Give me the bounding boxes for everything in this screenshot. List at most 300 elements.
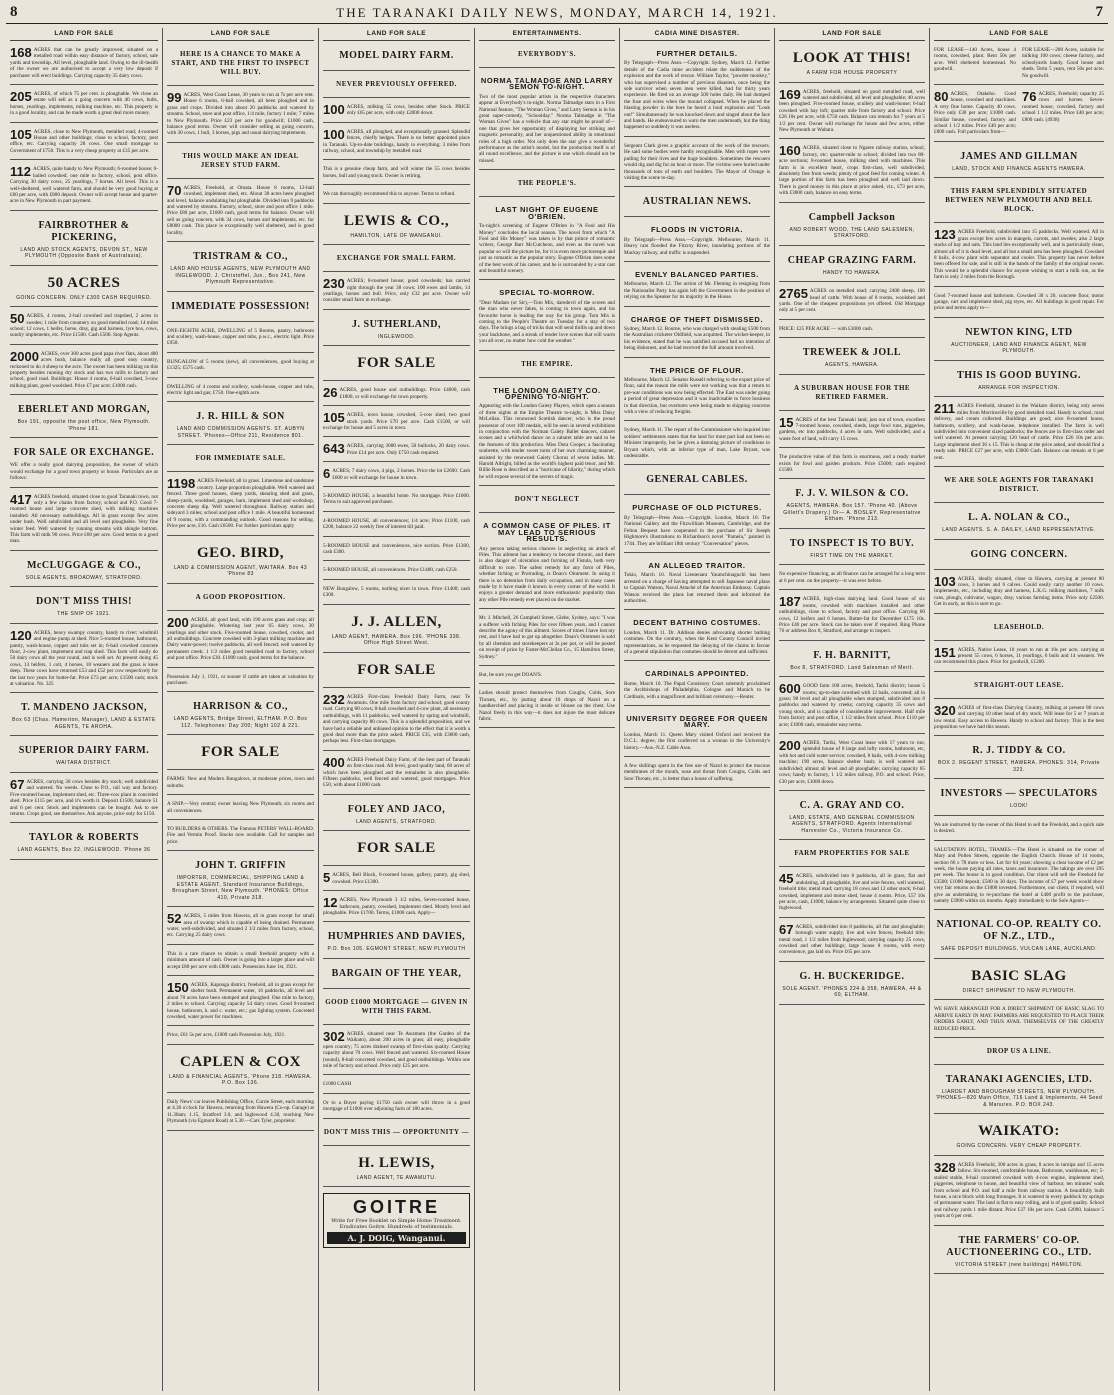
goitre-subtext: Write for Free Booklet on Simple Home Treatment. Eradicates Goitre. Hundreds of testimonials. — [331, 1218, 462, 1231]
ad-subheading: Box 8, STRATFORD. Land Salesman of Merit. — [790, 664, 914, 671]
ad-block — [779, 87, 925, 140]
ad-block — [779, 569, 925, 590]
story-headline: FLOODS IN VICTORIA. — [650, 225, 744, 235]
column-heading: LAND FOR SALE — [934, 28, 1104, 41]
ad-subheading: LIARDET AND BROUGHAM STREETS, NEW PLYMOUTH. 'PHONES—820 Main Office, 716 Land & Implements, 44 Seed & Manures. P.O. BOX 243. — [935, 1088, 1103, 1108]
column-heading: ENTERTAINMENTS. — [479, 28, 615, 41]
story-headline: SPECIAL TO-MORROW. — [499, 288, 595, 298]
ad-block — [624, 221, 770, 262]
ad-subheading: LAND & FINANCIAL AGENTS, 'Phone 318. HAWERA. P.O. Box 136. — [169, 1073, 312, 1087]
ad-block — [167, 949, 314, 976]
ad-block — [934, 89, 1104, 142]
ad-subheading: SOLE AGENT. 'PHONES 224 & 358, HAWERA, 44 & 60, ELTHAM. — [782, 985, 922, 999]
ad-text: ACRES, Kaponga district, freehold, all in grass except for shelter bush. Permanent water, 16 paddocks, all level and about 70 acres have been stumped and ploughed. One mile to factory, 2 miles to school. Carrying capacity 54 dairy cows. Good 8-roomed house, bathroom, h. and c. water, etc.; gas lighting system. Concreted cowshed, water power for machines. — [167, 982, 314, 1021]
ad-text: 5-ROOMED HOUSE and conveniences, nice section. Price £1300, cash £300. — [323, 542, 470, 555]
ad-block — [479, 45, 615, 68]
ad-block — [323, 895, 470, 922]
ad-subheading: INGLEWOOD. — [377, 333, 416, 340]
ad-block — [479, 355, 615, 378]
ad-text: ACRES, high-class dairying land. Good house of six rooms, cowshed with machines installed and other outbuildings, close to school, factory and post office. Carrying 60 cows, 12 heifers and 6 horses. Butter-fat for December £175 10s. Price £40 per acre. Stock can be taken over if required. Ring Phone 76 or address Box 8, Stratford, and arrange to inspect. — [779, 596, 925, 635]
ad-text: Rome, March 10. The Papal Consistory Court solemnly proclaimed the Archbishops of Philadelphia, Cologne and Munich to be Cardinals, with a magnificent and brilliant ceremony.—Reuter. — [624, 680, 770, 700]
ad-block — [10, 740, 158, 773]
ad-subheading: SAFE DEPOSIT BUILDINGS, VULCAN LANE, AUCKLAND. — [940, 946, 1098, 953]
ad-text: ACRES, milking 55 cows, besides other Stock. PRICE only £65 per acre, with only £2000 down. — [346, 104, 470, 117]
ad-block — [934, 401, 1104, 467]
ad-text: ACRES Freehold, situated in the Waikato district, being only seven miles from Morrinsville by good metalled road. Handy to school, rural delivery, and cream collected. Buildings are good; nice 8-roomed house, bathroom, scullery, and wash-house, telephone installed. The farm is well subdivided into convenient sized paddocks; the fences are in first-class order and well watered. At present carrying 120 head of cattle. Price £26 10s per acre. Large implement shed 36 x 15. This is cheap at the price asked, and should find a ready sale. PRICE £27 per acre, with £3000 Cash. Balance can remain at 6 per cent. — [934, 403, 1104, 461]
ad-subheading: GOING CONCERN. ONLY £300 CASH REQUIRED. — [16, 294, 152, 301]
ad-heading: TO INSPECT IS TO BUY. — [789, 537, 915, 549]
column-heading: LAND FOR SALE — [779, 28, 925, 41]
acreage-number: 160 — [779, 143, 801, 159]
ad-block — [10, 164, 158, 210]
ad-text: Or to a Buyer paying £1750 cash owner will throw in a good mortgage of £1000 over adjoining farm of 180 acres. — [323, 1099, 470, 1113]
acreage-number: 105 — [323, 410, 345, 426]
ad-block — [934, 1004, 1104, 1038]
ad-half — [1022, 91, 1104, 136]
ad-text: ACRES, 4 rooms, 2-bail cowshed and trapshed, 2 acres in swedes; 1 mile from creamery on good metalled road; 14 miles school; 12 cows, 1 heifer, horse, dray, gig and harness, lyre box, cows, sundry implements, etc. Price £1500. Cash £500. Stop Agents. — [10, 313, 158, 339]
acreage-number: 67 — [779, 921, 794, 937]
ad-block — [167, 1049, 314, 1093]
ad-text: GOOD farm 100 acres, freehold, Tariki district; house 5 rooms; up-to-date cowshed with 12 bails, concreted; all in grass; 98 level and all ploughable when stumped, subdivided into 8 paddocks and watered by creeks; carrying capacity 35 cows and young stock, and is capable of considerable improvement. Half mile from factory and post office, 1 1/2 miles from school. Price £110 per acre; £1000 cash, remainder easy terms. — [779, 683, 925, 728]
ad-subheading: IMPORTER, COMMERCIAL, SHIPPING LAND & ESTATE AGENT, Standard Insurance Buildings, Brougham Street, New Plymouth. 'PHONES: Office 410, Private 318. — [172, 875, 309, 901]
ad-heading: FOR SALE OR EXCHANGE. — [13, 447, 155, 459]
ad-block — [624, 191, 770, 217]
ad-block — [10, 45, 158, 85]
story-headline: NORMA TALMADGE AND LARRY SEMON TO-NIGHT. — [480, 76, 614, 92]
ad-block — [624, 266, 770, 307]
ad-block — [779, 844, 925, 867]
ad-block — [779, 342, 925, 375]
ad-subheading: VICTORIA STREET (new buildings) HAMILTON. — [955, 1261, 1083, 1268]
ad-text: ACRES, Freehold; capacity 25 cows and horses. Seven-roomed house, cowshed, factory and school 1 1/2 miles. Price £40 per acre; £800 cash. (4938) — [1022, 91, 1104, 123]
acreage-number: 105 — [10, 126, 32, 142]
columns-container — [6, 28, 1108, 1391]
ad-half — [934, 47, 1016, 79]
ad-text: ACRES freehold, situated close to good Taranaki town, not only a few chains from factory, school and P.O. Good 7-roomed house and large concrete shed, with milking machines installed. All necessary outbuildings. All in grass except few acres under bush. Well subdivided and all level and ploughable. Very fine winter feed. Well watered by running streams with shingle bottom. This farm will milk 90 cows. Price £60 per acre. Good terms to a good man. — [10, 493, 158, 545]
ad-subheading: LAND AND HOUSE AGENTS, NEW PLYMOUTH AND INGLEWOOD. J. Christoffel, Jun., Box 241, New Plymouth Representative. — [170, 266, 311, 286]
ad-text: WE offer a really good dairying proposition, the owner of which would exchange for a good town property or house. Particulars are as follows: — [10, 462, 158, 482]
ad-heading-small: THIS WOULD MAKE AN IDEAL JERSEY STUD FARM. — [182, 151, 299, 169]
ad-block — [779, 324, 925, 338]
ad-heading: DON'T MISS THIS! — [36, 596, 132, 608]
column-3 — [319, 28, 475, 1391]
ad-heading-small: A GOOD PROPOSITION. — [195, 592, 286, 601]
column-heading: LAND FOR SALE — [167, 28, 314, 41]
ad-heading: GEO. BIRD, — [196, 544, 285, 561]
acreage-number: 2000 — [10, 348, 39, 364]
ad-heading: H. LEWIS, — [358, 1154, 435, 1171]
ad-block — [624, 141, 770, 187]
ad-block — [323, 189, 470, 203]
ad-block — [934, 703, 1104, 737]
ad-block — [323, 249, 470, 272]
ad-text: ACRES that can be greatly improved; situated on a metalled road within easy distance of factory, school, sale yards and township. All level, ploughable land. Owing to the ill-health of the owner we are authorised to accept a very low deposit if purchaser will erect buildings. Carrying capacity 35 dairy cows. — [10, 47, 158, 79]
ad-block — [779, 483, 925, 529]
ad-heading: EBERLET AND MORGAN, — [18, 404, 150, 416]
ad-block — [479, 382, 615, 487]
ad-block — [323, 164, 470, 185]
ad-block — [10, 628, 158, 694]
ad-subheading: LAND AGENTS. S. A. DAILEY, LAND REPRESENTATIVE. — [942, 527, 1096, 533]
ad-block — [479, 174, 615, 197]
ad-text: ACRES, all good land, with 190 acres grass and crop; all ploughable. Wintering last year 65 dairy cows, 30 yearlings and other stock. Five-roomed house, cowshed, cooler, and all outbuildings. Concrete cowshed with 3-plant milking machine and Dairy water-power; twelve paddocks, all well fenced; well watered by permanent creek; 1 1/2 miles good metalled road to factory, school and post office. Price £30. £1000 cash; good terms for the balance. — [167, 616, 314, 662]
ad-block — [624, 425, 770, 465]
masthead — [6, 4, 1108, 24]
ad-text: ACRES, Otakeho. Good house, cowshed and machines. A very fine home. Capacity 40 cows. Price only £30 per acre; £1000 cash. Similar house, cowshed, factory and school 1 1/2 miles. Price £40 per acre; £800 cash. Full particulars from— — [934, 91, 1016, 136]
ad-heading: TREWEEK & JOLL — [802, 347, 902, 359]
ad-heading: JAMES AND GILLMAN — [960, 150, 1078, 162]
ad-text: The productive value of this farm is enormous, and a ready market exists for fowl and garden products. Price £5000; cash required £1500. — [779, 454, 925, 474]
acreage-number: 15 — [779, 414, 794, 430]
ad-subheading: A FARM FOR HOUSE PROPERTY — [806, 70, 898, 76]
acreage-number: 6 — [323, 466, 331, 482]
ad-block — [934, 820, 1104, 841]
ad-text: This is a genuine cheap farm, and will winter the 55 cows besides horses, bull and young stock. Owner is retiring. — [323, 166, 470, 179]
ad-block — [934, 507, 1104, 540]
ad-heading: MODEL DAIRY FARM. — [339, 50, 454, 61]
acreage-number: 120 — [10, 627, 32, 643]
ad-text: ACRES Freehold, 300 acres in grass, 8 acres in turnips and 15 acres fallow. Six-roomed, comfortable house, Bathroom, washhouse, etc; 5-stalled stable, 8-bail concreted cowshed with 4-cow engine, implement shed, piggeries, telephone to house, and beautiful view of harbour, ten minutes' walk from school and P.O. and half a mile from railway station. A beautifully built house, a nice block with long frontages. It is watered in every paddock by springs of permanent water. The land is flat to easy rolling, and is of good quality. School and railway yards 1 mile distant. Price £37 10s per acre. Cash £2000, balance 5 years at 6 per cent. — [934, 1161, 1104, 1220]
ad-block — [167, 326, 314, 353]
ad-heading: THE FARMERS' CO-OP. AUCTIONEERING CO., LTD. — [946, 1234, 1092, 1258]
ad-block — [779, 143, 925, 202]
ad-heading: JOHN T. GRIFFIN — [195, 860, 286, 872]
ad-heading: CAPLEN & COX — [180, 1053, 301, 1070]
ad-heading-small: THE EMPIRE. — [521, 359, 573, 368]
ad-block — [934, 645, 1104, 672]
ad-block — [934, 1069, 1104, 1115]
acreage-number: 187 — [779, 594, 801, 610]
ad-text: ACRES of first-class Dairying Country, milking at present 80 cows and carrying 10 other head of dry stock. Will lease for 5 or 7 years at low rental. Easy access to Hawera. Handy to school and factory. This is the best proposition we have had this season. — [934, 704, 1104, 730]
page-number-right: 7 — [1095, 4, 1104, 20]
ad-text: ACRES, subdivided into 8 paddocks, all flat and ploughable; borough water supply, live and wire fences; freehold title; metal road, 1 1/2 miles from Inglewood; carrying capacity 25 cows, cowshed and other buildings; large house 8 rooms, with every convenience, gas laid on. Price £65 per acre. — [779, 923, 925, 956]
ad-block — [323, 385, 470, 406]
ad-block — [167, 799, 314, 820]
ad-block — [479, 490, 615, 513]
ad-text: ACRES Freehold, subdivided into 15 paddocks. Well watered. All in grass except few acres in mangels, carrots, and swedes; also 2 large stacks of hay and oats. This land lies exceptionally well, and is particularly clean, almost all of it is dead level, and all but a small area has been ploughed. Cowshed 8 bails, 4-cow plant with separator and cooler. This property has never before been offered for sale, and is still in the hands of the family of the original owner. This would be a splendid chance for anyone wishing to start a milk run, as the farm is only 2 miles from the Borough. — [934, 229, 1104, 281]
ad-block — [323, 516, 470, 537]
ad-block — [167, 406, 314, 445]
ad-block — [323, 963, 470, 989]
ad-text: ACRES Freehold Dairy Farm, of the best part of Taranaki on first-class road. All level, good quality land, 60 acres of which have been ploughed and the remainder is also ploughable. Fifteen paddocks, well fenced and watered, good mortgages. Price £50, with about £1000 cash. — [323, 756, 470, 789]
ad-block — [167, 246, 314, 292]
ad-block — [934, 574, 1104, 614]
ad-subheading: LAND AGENT, TE AWAMUTU. — [356, 1174, 437, 1181]
ad-text: ACRES, freehold, situated on good metalled road, well watered and subdivided, all level and ploughable; 40 acres been ploughed. Five-roomed house, scullery and wash-house; 6-bail cowshed with hay loft; quarter mile from factory and school. Price £26 10s per acre, with £750 cash. Balance can remain for 7 years at 5 1/2 per cent. Owner will exchange for house and few acres, either New Plymouth or Waitara. — [779, 88, 925, 133]
ad-text: Possession July 1, 1921, or sooner if cattle are taken at valuation by purchaser. — [167, 673, 314, 686]
ad-heading: GENERAL CABLES. — [646, 474, 748, 486]
ad-heading: FOR SALE — [201, 744, 280, 761]
ad-block — [323, 1098, 470, 1119]
ad-text: Appearing with the London Gaiety Players, which open a season of three nights at the Empire Theatre to-night, is Miss Daisy McLellan. This renowned Scottish dancer, who is the proud possessor of over 100 medals, will be seen in several exhibitions in conjunction with the Norman Gaiety Ballet dancers, cabaret scenes and a whirlwind dance on a cabaret table are said to be the features of this production. Miss Dora Cooper, a fascinating soubrette, with tender sweet turns of her own charming manner, assisted by the renowned Gaiety Chorus of seven ladies. Mr. Harold Allright, billed as the world's highest paid tenor, and Mr. Billie Rose is described as a "hurricane of hilarity," during which he will expose several of the secrets of magic. — [479, 403, 615, 480]
ad-text: ACRES on metalled road; carrying 2400 sheep, 100 head of cattle. With house of 8 rooms, woolshed and yards. One of the cheapest propositions yet offered. Old Mortgage only at 5 per cent. — [779, 288, 925, 314]
ad-text: WE HAVE ARRANGED FOR A DIRECT SHIPMENT OF BASIC SLAG TO ARRIVE EARLY IN MAY. FARMERS ARE REQUESTED TO PLACE THEIR ORDERS EARLY, AND THUS AVAIL THEMSELVES OF THE GREATLY REDUCED PRICE. — [934, 1006, 1104, 1032]
story-headline: LAST NIGHT OF EUGENE O'BRIEN. — [495, 205, 599, 221]
ad-block — [479, 613, 615, 666]
ad-block — [323, 75, 470, 98]
ad-text: No expensive financing, as all finance can be arranged for a long term at 6 per cent. on the property—it was ever before. — [779, 571, 925, 584]
ad-subheading: FIRST TIME ON THE MARKET. — [810, 552, 894, 559]
ad-block — [934, 1230, 1104, 1275]
ad-heading: AUSTRALIAN NEWS. — [642, 196, 752, 208]
acreage-number: 232 — [323, 691, 345, 707]
acreage-number: 50 — [10, 311, 25, 327]
ad-heading: CHEAP GRAZING FARM. — [787, 254, 917, 266]
ad-subheading: BOX 2. REGENT STREET, HAWERA. PHONES: 314, Private 323. — [938, 760, 1100, 773]
story-headline: PURCHASE OF OLD PICTURES. — [632, 503, 762, 513]
ad-block — [479, 688, 615, 728]
ad-heading: WAIKATO: — [978, 1123, 1060, 1140]
ad-text: Good 7-roomed house and bathroom. Cowshed 38 x 20, concrete floor, motor garage, cart and implement shed, pig styes, etc. All buildings in good repair. For price and terms apply to— — [934, 292, 1104, 312]
ad-text: ACRES, carrying 30 cows besides dry stock; well subdivided and watered. No weeds. Close to P.O., rail way and factory. Five-roomed house, implement shed, etc. Three-cow plant in concreted shed. Price £115 per acre, and it's worth it. Deposit £1500, balance 51 and 6 per cent. Stock and implements can be bought. Ask to see returns. Crops good, see themselves. Ask anyone, price only for £150. — [10, 778, 158, 817]
ad-text: ACRES, 5 miles from Hawera, all in grass except for small area of swamp which is capable of being drained. Permanent water, well-subdivided, and situated 2 1/2 miles from factory, school, etc. Carrying 25 dairy cows. — [167, 913, 314, 939]
ad-block — [10, 492, 158, 551]
ad-heading-small: NEVER PREVIOUSLY OFFERED. — [336, 80, 457, 88]
ad-text: But, be sure you get DOAN'S. — [479, 672, 543, 678]
ad-text: ACRES, of which 75 per cent. is ploughable. We close an estate will sell as a going concern with 40 cows, bulls, horses, yearlings, implements, milking machine, etc. This property is in a good locality, and can be made worth a great deal more money. — [10, 91, 158, 117]
ad-heading: TRISTRAM & CO., — [193, 251, 288, 263]
ad-heading-small: LEASEHOLD. — [993, 622, 1045, 631]
ad-text: FOR LEASE—140 Acres, house 4 rooms, cowshed, plant. Rent 50s per acre. Well sheltered homestead. No goodwill. — [934, 47, 1016, 73]
ad-heading: FOLEY AND JACO, — [347, 803, 446, 815]
ad-subheading: AGENTS, HAWERA. — [825, 362, 879, 369]
ad-block — [624, 665, 770, 706]
newspaper-title: THE TARANAKI DAILY NEWS, MONDAY, MARCH 14, 1921. — [336, 5, 778, 20]
ad-heading: SUPERIOR DAIRY FARM. — [18, 745, 150, 757]
ad-block — [10, 827, 158, 860]
ad-block — [323, 1029, 470, 1075]
ad-text: TO BUILDERS & OTHERS. The Famous PETERS' WALL-BOARD. Fire and Vermin Proof. Stocks now available. Call for samples and price. — [167, 825, 314, 845]
ad-text: ACRES, town house, cowshed, 5-cow shed, two good stock yards. Price £70 per acre. Cash £1500, or will exchange for house and 5 acres in town. — [323, 412, 470, 431]
ad-subheading: LAND AND STOCK AGENTS, DEVON ST., NEW PLYMOUTH (Opposite Bank of Australasia). — [20, 246, 148, 260]
ad-half — [934, 91, 1016, 136]
acreage-number: 600 — [779, 681, 801, 697]
ad-text: ACRES, over 300 acres good papa river flats, about 400 acres bush, balance really all good easy country, reckoned to do 4 sheep to the acre. The owner has been milking on this property besides running dry stock and has two mills to factory and school, good road. Buildings: House 4 rooms, 6-bail cowshed, 3-cow milking plant, good woolshed. Price £7 per acre; £1000 cash. — [10, 350, 158, 389]
ad-heading: L. A. NOLAN & CO., — [968, 512, 1070, 523]
ad-block — [934, 45, 1104, 85]
ad-block — [779, 922, 925, 962]
acreage-number: 168 — [10, 45, 32, 60]
ad-block — [934, 544, 1104, 570]
ad-text: Ladies should protect themselves from Coughs, Colds, Sore Throats, etc., by putting about 10 drops of Nazol on a handkerchief and placing it inside or blouse on the chest. Use Nazol freely in this way—it does not injure the most delicate fabric. — [479, 690, 615, 723]
ad-text: ACRES, situated near Te Awamutu (the Garden of the Waikato), about 200 acres in grass; all easy, ploughable open country; 75 acres drained swamp of first-class quality. Carrying capacity about 70 cows. Well fenced and watered. Six-roomed House (sound), 8-bail concreted cowshed, and good outbuildings. Within one mile of factory and school. Price only £25 per acre. — [323, 1030, 470, 1069]
ad-heading: Campbell Jackson — [808, 211, 896, 223]
ad-heading-small: FOR IMMEDIATE SALE. — [195, 454, 286, 463]
ad-text: 4-ROOMED HOUSE, all conveniences; 1/4 acre; Price £1100, cash £200, balance 22 weekly free of interest till paid. — [323, 517, 470, 531]
ad-block — [167, 739, 314, 770]
ad-subheading: HANDY TO HAWERA. — [822, 269, 882, 276]
acreage-number: 169 — [779, 86, 801, 102]
ad-block — [624, 311, 770, 358]
acreage-number: 230 — [323, 276, 345, 292]
ad-text: This is a rare chance to obtain a small freehold property with a minimum amount of cash. Owner is going into a larger place and will accept £80 per acre with £800 cash. Possession June 1st, 1921. — [167, 950, 314, 970]
ad-subheading: AND ROBERT WOOD, THE LAND SALESMEN, STRATFORD. — [789, 226, 915, 240]
ad-heading: THIS IS GOOD BUYING. — [957, 369, 1081, 381]
ad-heading: INVESTORS — SPECULATORS — [940, 788, 1098, 800]
ad-text: ACRES, Bell Block, 6-roomed house, gallery, pantry, gig shed, cowshed. Price £1300. — [332, 872, 470, 885]
ad-block — [167, 824, 314, 851]
ad-block — [323, 102, 470, 123]
ad-subheading: LAND AND COMMISSION AGENTS. ST. AUBYN STREET. 'Phones—Office 211, Residence 801. — [176, 426, 305, 439]
ad-block — [624, 362, 770, 422]
acreage-number: 67 — [10, 776, 25, 792]
ad-heading: IMMEDIATE POSSESSION! — [171, 300, 310, 312]
column-heading: CADIA MINE DISASTER. — [624, 28, 770, 41]
ad-text: Melbourne, March 12. Senator Russell referring to the export price of flour, said the reason the mills were not working was that a return to pre-war conditions was now being effected. The East was under going a period of great depression and it was inadvisable to force business in that direction, but overtures were being made to shipping concerns with a view of reducing freights. — [624, 377, 770, 416]
ad-block — [624, 45, 770, 137]
column-heading: LAND FOR SALE — [323, 28, 470, 41]
ad-block — [323, 276, 470, 310]
ad-heading: F. H. BARNITT, — [813, 649, 891, 661]
ad-block — [323, 1079, 470, 1093]
ad-block — [934, 845, 1104, 911]
ad-block — [167, 476, 314, 535]
ad-block — [934, 322, 1104, 361]
ad-block — [167, 855, 314, 907]
ad-half — [1022, 47, 1104, 79]
ad-block — [934, 676, 1104, 699]
ad-heading-small: DROP US A LINE. — [986, 1046, 1052, 1055]
ad-block — [934, 740, 1104, 779]
ad-text: DWELLING of 4 rooms and scullery, wash-house, copper and tubs, electric light and gas; £750. One-eighth acre. — [167, 383, 314, 397]
ad-heading: TAYLOR & ROBERTS — [29, 832, 139, 844]
acreage-number: 2765 — [779, 286, 808, 302]
ad-text: 5-ROOMED HOUSE, all conveniences. Price £1400, cash £250. — [323, 567, 458, 574]
ad-block — [323, 350, 470, 381]
ad-text: We are instructed by the owner of this Hotel to sell the Freehold, and a quick sale is desired. — [934, 821, 1104, 835]
ad-heading: FOR SALE — [357, 661, 436, 678]
ad-heading: FAIRBROTHER & PICKERING, — [38, 219, 130, 243]
ad-block — [779, 207, 925, 246]
ad-heading: J. J. ALLEN, — [351, 613, 442, 630]
ad-text: ACRES First-class Freehold Dairy Farm, near Te Awamutu. One mile from factory and school; good county road. Carrying 80 cows; 8-bail cowshed and 4-cow plant, all necessary outbuildings, with 11 paddocks, well watered by spring and windmill, and carrying capacity 80 cows. This is a splendid proposition, and we have had a reliable and unbiased opinion to the effect that it is worth a good deal more than the price asked. PRICE £35, with £3000 cash, perhaps less. First-class mortgages. — [323, 693, 470, 745]
ad-block — [934, 1118, 1104, 1156]
ad-block — [10, 777, 158, 823]
ad-subheading: WAITARA DISTRICT. — [56, 760, 112, 767]
acreage-number: 151 — [934, 644, 956, 660]
ad-text: By Telegraph—Press Assn.—Copyright. Melbourne, March 11. Heavy rain flooded the Fitzroy River, inundating portions of the Mackay railway, and traffic is suspended. — [624, 236, 770, 256]
ad-block — [779, 250, 925, 283]
ad-text: £1000 CASH — [323, 1081, 352, 1088]
acreage-number: 150 — [167, 980, 189, 996]
ad-block — [779, 645, 925, 678]
ad-text: By Telegraph—Press Assn.—Copyright. London, March 10. The National Gallery and the Fitzwilliam Museum, Cambridge, and the Felton Bequest have cooperated in the purchase of Sir Joseph Highmore's illustrations to Richardson's novel "Pamela," painted in 1744. They are brilliant 18th century "Conversation" pieces. — [624, 514, 770, 547]
ad-block — [323, 609, 470, 653]
ad-text: ACRES Freehold; all in grass. Limestone and sandstone country. Large proportion ploughable. Well watered and fenced. Three good houses, sheep yards, shearing shed and grass, sheep-yards, woolshed, garages, barn, implement shed and workshop, concrete sheep dip. Well watered throughout. Railway station and sideyard 3 miles; school and post office 1 mile. A beautiful homestead of 9 rooms, with a commanding outlook. Good reasons for selling. Price per acre, £16. Cash £6500. For further particulars apply — [167, 478, 314, 530]
ad-heading-small: A SUBURBAN HOUSE FOR THE RETIRED FARMER. — [793, 383, 911, 401]
ad-block — [167, 296, 314, 322]
ad-block — [779, 452, 925, 479]
ad-block — [934, 227, 1104, 286]
acreage-number: 200 — [167, 614, 189, 630]
ad-block — [323, 466, 470, 487]
ad-subheading: GOING CONCERN. VERY CHEAP PROPERTY. — [956, 1143, 1082, 1150]
ad-block — [624, 469, 770, 495]
acreage-number: 103 — [934, 573, 956, 589]
story-headline: THE PRICE OF FLOUR. — [650, 365, 744, 375]
ad-block — [323, 127, 470, 161]
ad-block — [779, 966, 925, 1005]
ad-text: ACRES, all ploughed, and exceptionally grassed. Splendid fences, chiefly hedges. There is no better appointed place in Taranaki. Up-to-date buildings, handy to everything; 3 miles from railway, school, and township by metalled road. — [323, 128, 470, 155]
ad-block — [479, 670, 615, 684]
acreage-number: 99 — [167, 90, 182, 105]
ad-text: London, March 11. Queen Mary visited Oxford and received the D.C.L. degree, the first conferred on a woman in the University's history.—Aus.-N.Z. Cable Assn. — [624, 731, 770, 751]
ad-text: ACRES, Freehold, at Omata. House 8 rooms, 12-bail cowshed, implement shed, etc. About 30 acres been ploughed and level, balance undulating but ploughable. Divided into 9 paddocks and watered by streams. Factory, school, store and post office 1 mile. Price £80 per acre, £1000 cash, good terms for balance. Owner will sell as going concern, with 34 cows, horses and implements, etc. for £8000 cash. This place is exceptionally well sheltered, and is good locality. — [167, 184, 314, 236]
ad-text: 5-ROOMED HOUSE, a beautiful home. No mortgage. Price £1000. Terms to suit approved purchaser. — [323, 492, 470, 506]
ad-block — [167, 1030, 314, 1044]
ad-block — [934, 471, 1104, 503]
ad-text: Sydney, March 12. Bourne, who was charged with stealing £500 from the Australian cricketer Oldfield, was acquitted. The wicket-keeper, in his evidence, stated that he was satisfied accused had no intention of being dishonest, and he had received the full amount involved. — [624, 325, 770, 352]
acreage-number: 100 — [323, 102, 345, 117]
ad-text: Any person taking serious chances in neglecting an attack of Piles. This ailment has a tendency to become chronic, and there is also danger of ulceration and forming of Fistula, both very difficult to cure. The safest remedy for any form of Piles, whether Itching or Protruding, is Doan's Ointment. In using it there is no detention from daily occupation, and in many cases made by it have made it known in every corner of the world. It enjoys a greater demand and more enthusiastic popularity than any other Pile remedy ever placed on the market. — [479, 545, 615, 603]
column-1 — [6, 28, 163, 1391]
acreage-number: 302 — [323, 1028, 345, 1044]
ad-text: ACRES, Native Lease, 18 years to run at 10s per acre, carrying at present 55 cows, 6 horses, 11 yearlings, 6 bulls and 14 weaners. We can recommend this place. Price for goodwill, £1200. — [934, 646, 1104, 666]
ad-block — [167, 696, 314, 735]
ad-text: ACRES of the best Taranaki land, just out of town, excellent 7-roomed house, cowshed, sheds, large fowl runs, piggeries, gardens, etc into paddocks, 4 acres in oats. Well subdivided, and a waste foot of land, will carry 15 cows. — [779, 416, 925, 442]
story-headline: UNIVERSITY DEGREE FOR QUEEN MARY. — [626, 714, 768, 730]
ad-text: ACRES; 7 dairy cows, 4 pigs, 2 horses. Price the lot £2600. Cash £600 or will exchange for house in town. — [332, 468, 470, 481]
ad-block — [167, 774, 314, 795]
story-headline: CARDINALS APPOINTED. — [645, 669, 749, 679]
ad-block — [779, 533, 925, 566]
ad-heading: BASIC SLAG — [971, 967, 1067, 984]
ad-text: FARMS: New and Modern Bungalows, at moderate prices, town and suburbs. — [167, 776, 314, 789]
ad-block — [323, 208, 470, 246]
acreage-number: 211 — [934, 401, 955, 417]
ad-text: Two of the most popular artists in the respective characters appear at Everybody's to-night. Norma Talmadge stars in a First National feature, "The Woman Gives," and Larry Semon is in his great super-comedy, "Schoolday." Norma Talmadge in "The Woman Gives" has a vehicle that any star might be proud of—one that gives her opportunity of displaying her striking and magnetic personality, and her unquestioned ability in emotional roles of a high order. Not only does the star give a wonderful performance as the artist's model, but the production itself is of all round excellence, and the picture is one which should not be missed. — [479, 93, 615, 164]
ad-text: SALUTATION HOTEL, THAMES.—The Hotel is situated on the corner of Mary and Pollen Streets, opposite the English Church. House of 14 rooms, section 66 x 78 more or less. Lot for 64 years; showing a clear income of £2 per week, the house paying all rates, taxes and insurance. The takings are over £95 per week. The house is in good condition. Our client will sell the Freehold for £3500; £1000 deposit, £500 in 30 days. The income of £7 per week would show very fair returns on the £1000 invested. Furthermore, our client, if required, will give an undertaking to re-purchase the hotel at £400 profit to the purchaser, namely £3900 within six months. Apply immediately to the Sole Agents— — [934, 846, 1104, 904]
ad-heading: HARRISON & CO., — [193, 701, 288, 713]
ad-text: PRICE: £25 PER ACRE — with £3000 cash. — [779, 325, 873, 332]
ad-block — [10, 555, 158, 588]
ad-block — [934, 291, 1104, 318]
page-number-left: 8 — [10, 4, 19, 20]
ad-block — [479, 72, 615, 170]
ad-block — [779, 286, 925, 320]
ad-text: ACRES, Tariki, West Coast lease with 17 years to run; splendid house of 8 large and lofty rooms, bathroom, etc, with hot and cold water service; cowshed, 8 bails, with 4-cow milking machine; 190 acres, balance shelter bush; is well watered and subdivided; almost all level and all ploughable; carrying capacity 65 cows; handy to factory, 1 1/2 miles railway, P.O. and school. Price, £30 per acre, £1000 down. — [779, 740, 925, 785]
acreage-number: 80 — [934, 89, 949, 105]
ad-heading: J. SUTHERLAND, — [352, 318, 441, 330]
ad-text: ACRES, close to New Plymouth, metalled road; 4-roomed House and other buildings; close to school, factory, post office, etc. Carrying capacity 28 cows. One small mortgage to Government of £750. This is a very cheap property at £35 per acre. — [10, 128, 158, 154]
ad-block — [167, 45, 314, 86]
ad-block — [934, 618, 1104, 641]
ad-block — [934, 963, 1104, 1001]
ad-block — [479, 284, 615, 350]
ad-block — [10, 127, 158, 161]
ad-heading: GOING CONCERN. — [970, 548, 1068, 560]
ad-subheading: HAMILTON, LATE OF WANGANUI. — [350, 232, 443, 239]
ad-block — [323, 441, 470, 462]
ad-text: ACRES, ideally situated, close to Hawera, carrying at present 80 cows, 3 horses and 6 calves. Could easily carry another 10 cows. Implements, etc., including dray and harness, L.K.G. milking machines, 7 milk cans, plough, cultivator, wagon, dray, various farming items. Price only £2500. Get in early, as this is sure to go. — [934, 575, 1104, 608]
ad-block — [323, 926, 470, 959]
ad-subheading: AUCTIONEER, LAND AND FINANCE AGENT, NEW PLYMOUTH. — [951, 341, 1087, 355]
story-headline: FURTHER DETAILS. — [656, 49, 738, 58]
ad-text: By Telegraph—Press Assn.—Copyright. Sydney, March 12. Further details of the Cadia mine accident relate the suddenness of the explosion and the work of rescue. William Taylor, "powder monkey," who has supervised a number of previous disasters, once being the sole survivor when seven men were killed, had for thirty years experience. He fired on an average 500 holes daily. He had dumped the fuse and wires when the mound collapsed. When he placed the blasting powder in the bore he heard a loud explosion and "Look out!" Simultaneously he was knocked down and singed about the face and hands. He endeavoured to warn the men underneath, but the thing happened so suddenly it was useless. — [624, 60, 770, 131]
ad-block — [779, 379, 925, 411]
ad-heading-small: STRAIGHT-OUT LEASE. — [974, 680, 1064, 689]
ad-text: Melbourne, March 12. The action of Mr. Fleming in resigning from the Nationalist Party has again left the Government in the position of relying on the Speaker for its majority in the House. — [624, 281, 770, 301]
column-5 — [620, 28, 775, 1391]
ad-heading-small: THIS FARM SPLENDIDLY SITUATED BETWEEN NEW PLYMOUTH AND BELL BLOCK. — [945, 187, 1093, 214]
ad-block — [323, 1123, 470, 1146]
goitre-advert — [323, 1193, 470, 1248]
acreage-number: 26 — [323, 385, 338, 401]
ad-heading-small: FARM PROPERTIES FOR SALE — [794, 849, 910, 858]
ad-text: Sergeant Clark gives a graphic account of the work of the rescuers. He said some bodies were hardly recognisable. Men with ropes were pulling for their lives and the huge boulders. Sometimes the rescuers would dig and dig for an hour or more. The victims were buried under thousands of tons of earth and boulders. The Mayor of Orange is visiting the scene to-day. — [624, 142, 770, 181]
acreage-number: 400 — [323, 754, 345, 770]
ad-block — [10, 399, 158, 438]
